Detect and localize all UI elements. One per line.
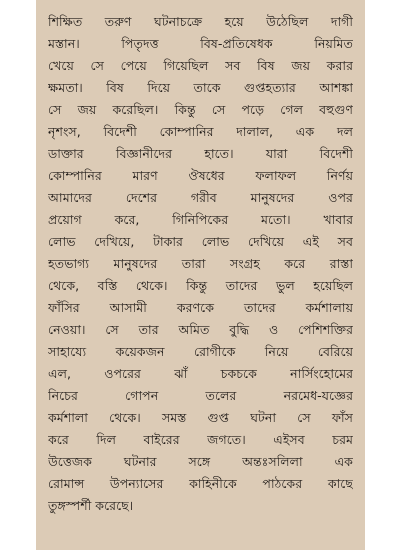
blurb-line: উত্তেজক ঘটনার সঙ্গে অন্তঃসলিলা এক xyxy=(48,454,353,469)
blurb-line: নিচের গোপন তলের নরমেধ-যজ্ঞের xyxy=(48,388,353,403)
blurb-line: সে জয় করেছিল। কিন্তু সে পড়ে গেল বহুগুণ xyxy=(48,102,353,117)
blurb-line: মস্তান। পিতৃদত্ত বিষ-প্রতিষেধক নিয়মিত xyxy=(48,36,353,51)
blurb-line: কোম্পানির মারণ ঔষধের ফলাফল নির্ণয় xyxy=(48,168,353,183)
blurb-line: শিক্ষিত তরুণ ঘটনাচক্রে হয়ে উঠেছিল দাগী xyxy=(48,14,353,29)
blurb-line: করে দিল বাইরের জগতে। এইসব চরম xyxy=(48,432,353,447)
blurb-line: ক্ষমতা। বিষ দিয়ে তাকে গুপ্তহত্যার আশঙ্কা xyxy=(48,80,353,95)
blurb-line: প্রয়োগ করে, গিনিপিকের মতো। খাবার xyxy=(48,212,353,227)
blurb-line: হতভাগ্য মানুষদের তারা সংগ্রহ করে রাস্তা xyxy=(48,256,353,271)
blurb-line: রোমান্স উপন্যাসের কাহিনীকে পাঠকের কাছে xyxy=(48,476,353,491)
blurb-line: থেকে, বস্তি থেকে। কিন্তু তাদের ভুল হয়েছিল xyxy=(48,278,353,293)
blurb-line: খেয়ে সে পেয়ে গিয়েছিল সব বিষ জয় করার xyxy=(48,58,353,73)
blurb-line: ডাক্তার বিজ্ঞানীদের হাতে। যারা বিদেশী xyxy=(48,146,353,161)
blurb-line: সাহায্যে কয়েকজন রোগীকে নিয়ে বেরিয়ে xyxy=(48,344,353,359)
blurb-line: কর্মশালা থেকে। সমস্ত গুপ্ত ঘটনা সে ফাঁস xyxy=(48,410,353,425)
blurb-line: আমাদের দেশের গরীব মানুষদের ওপর xyxy=(48,190,353,205)
blurb-line: নৃশংস, বিদেশী কোম্পানির দালাল, এক দল xyxy=(48,124,353,139)
blurb-line: নেওয়া। সে তার অমিত বুদ্ধি ও পেশিশক্তির xyxy=(48,322,353,337)
blurb-text xyxy=(48,11,353,517)
blurb-line: লোভ দেখিয়ে, টাকার লোভ দেখিয়ে এই সব xyxy=(48,234,353,249)
blurb-line: এল, ওপরের ঝাঁ চকচকে নার্সিংহোমের xyxy=(48,366,353,381)
blurb-line: তুঙ্গস্পর্শী করেছে। xyxy=(48,498,134,513)
book-blurb-panel xyxy=(36,0,365,550)
blurb-line: ফাঁসির আসামী করণকে তাদের কর্মশালায় xyxy=(48,300,353,315)
